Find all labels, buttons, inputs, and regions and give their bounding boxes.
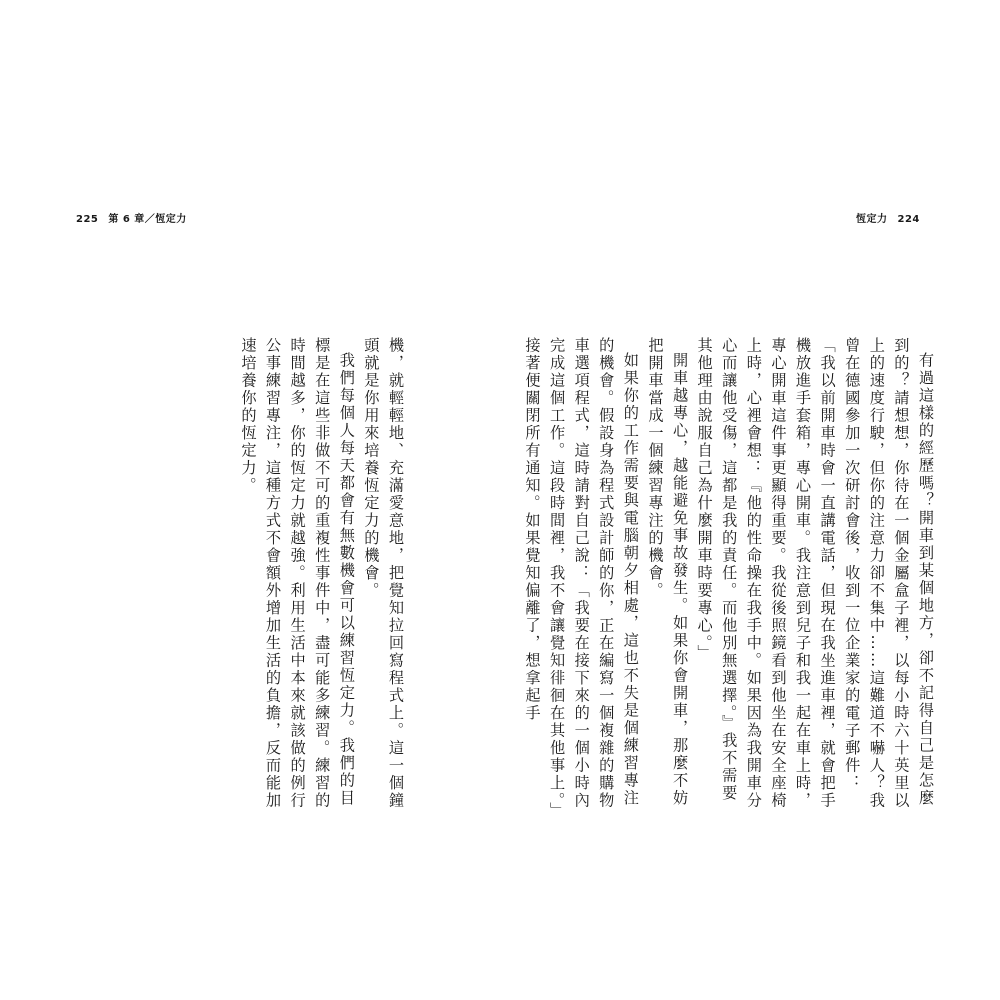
- paragraph: 如果你的工作需要與電腦朝夕相處，這也不失是個練習專注的機會。假設身為程式設計師的你，正在編寫一個複雜的購物車選項程式，這時請對自己說：「我要在接下來的一個小時內完成這個工作。這段時間裡，我不會讓覺知徘徊在其他事上。」接著便關閉所有通知。如果覺知偏離了，想拿起手: [523, 337, 640, 812]
- paragraph: 有過這樣的經歷嗎？開車到某個地方，卻不記得自己是怎麼到的？請想想，你待在一個金屬盒子裡，以每小時六十英里以上的速度行駛，但你的注意力卻不集中……這難道不嚇人？我曾在德國參加一次研討會後，收到一位企業家的電子郵件：「我以前開車時會一直講電話，但現在我坐進車裡，就會把手機放進手套箱，專心開車。我注意到兒子和我一起在車上時，專心開車這件事更顯得重要。我從後照鏡看到他坐在安全座椅上時，心裡會想：『他的性命操在我手中。如果因為我開車分心而讓他受傷，這都是我的責任。而他別無選擇。』我不需要其他理由說服自己為什麼開車時要專心。」: [695, 337, 935, 810]
- left-running-header: [76, 210, 193, 225]
- right-page-number: 224: [897, 214, 920, 225]
- left-chapter-title: 第 6 章／恆定力: [108, 214, 187, 225]
- paragraph: 開車越專心，越能避免事故發生。如果你會開車，那麼不妨把開車當成一個練習專注的機會。: [646, 337, 690, 808]
- left-page-number: 225: [76, 214, 99, 225]
- paragraph: 機，就輕輕地、充滿愛意地，把覺知拉回寫程式上。這一個鐘頭就是你用來培養恆定力的機會。: [362, 337, 405, 810]
- left-page-body: [238, 337, 408, 817]
- right-page-body: [523, 337, 938, 817]
- right-running-header: [856, 210, 926, 225]
- paragraph: 我們每個人每天都會有無數機會可以練習恆定力。我們的目標是在這些非做不可的重複性事件中，盡可能多練習。練習的時間越多，你的恆定力就越強。利用生活中本來就該做的例行公事練習專注，這種方式不會額外增加生活的負擔，反而能加速培養你的恆定力。: [239, 337, 356, 810]
- right-chapter-title: 恆定力: [856, 214, 888, 225]
